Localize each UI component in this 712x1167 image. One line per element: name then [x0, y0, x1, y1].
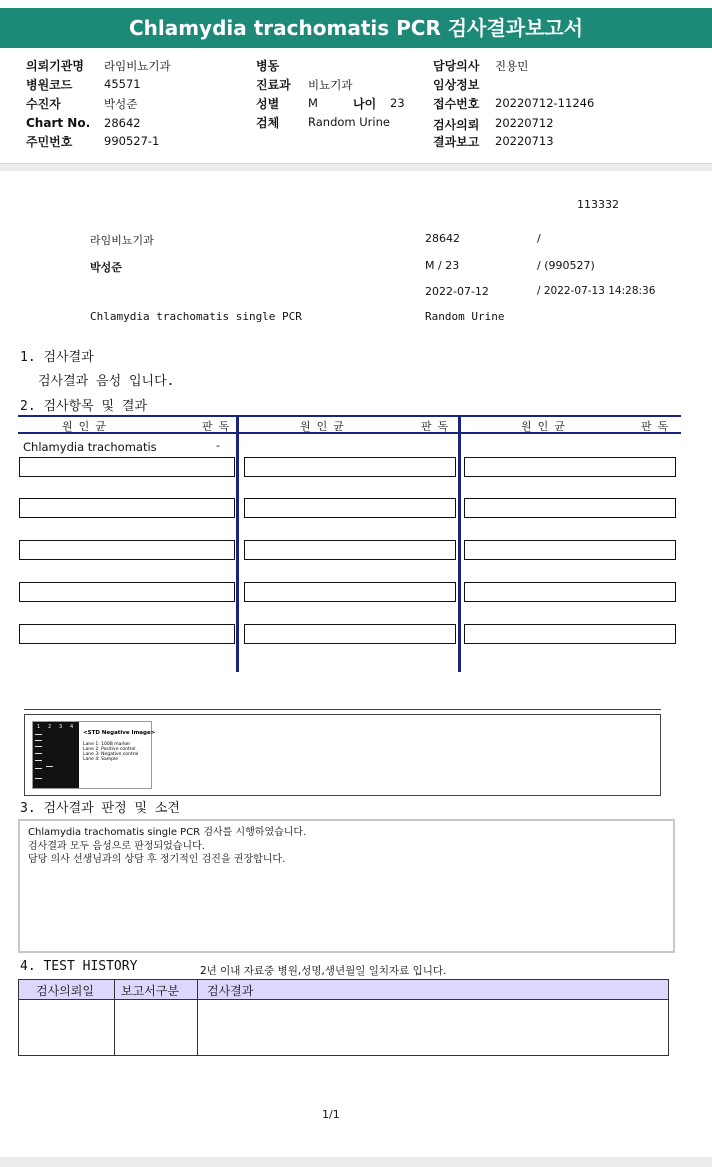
- opinion-box: [18, 819, 675, 953]
- section4-note: 2년 이내 자료중 병원,성명,생년월일 일치자료 입니다.: [200, 965, 447, 977]
- request-date-label: 검사의뢰: [433, 118, 480, 132]
- gel-electrophoresis-image: [32, 721, 156, 789]
- gel-image-frame: [24, 714, 661, 796]
- report-date-value: 20220713: [495, 134, 554, 148]
- opinion-line: 담당 의사 선생님과의 상담 후 정기적인 검진을 권장합니다.: [28, 854, 286, 865]
- result-table-divider-1: [236, 415, 239, 672]
- report-birth: / (990527): [537, 259, 595, 272]
- report-request-date: 2022-07-12: [425, 285, 489, 298]
- report-date-label: 결과보고: [433, 135, 480, 149]
- gel-lane-number: 1: [37, 724, 41, 730]
- gel-band: [35, 740, 42, 741]
- history-col-divider: [114, 980, 115, 1055]
- chart-no-label: Chart No.: [26, 116, 91, 130]
- col-judgement-1: 판독: [202, 420, 236, 433]
- section3-title: 3. 검사결과 판정 및 소견: [20, 801, 180, 816]
- department-label: 진료과: [256, 78, 291, 92]
- gel-legend-item: Lane 3: Negative control: [83, 752, 139, 757]
- result-row-box: [464, 457, 676, 477]
- gel-band: [35, 778, 42, 779]
- gel-band: [35, 760, 42, 761]
- history-col-report-type: 보고서구분: [121, 984, 179, 998]
- specimen-label: 검체: [256, 116, 280, 130]
- result-row-box: [464, 582, 676, 602]
- report-sex-age: M / 23: [425, 259, 460, 272]
- header-separator: [0, 163, 712, 171]
- result-row-box: [19, 582, 235, 602]
- test-history-header: [19, 980, 668, 1000]
- ward-label: 병동: [256, 59, 280, 73]
- sex-value: M: [308, 96, 318, 110]
- page-number: 1/1: [322, 1108, 340, 1121]
- report-title: Chlamydia trachomatis PCR 검사결과보고서: [0, 8, 712, 48]
- report-datetime: / 2022-07-13 14:28:36: [537, 285, 656, 297]
- result-table-divider-2: [458, 415, 461, 672]
- specimen-value: Random Urine: [308, 115, 390, 129]
- gel-dark-area: [33, 722, 79, 788]
- test-history-table: [18, 979, 669, 1056]
- receipt-no-value: 20220712-11246: [495, 96, 595, 110]
- gel-band: [35, 746, 42, 747]
- gel-legend-item: Lane 1: 100B marker: [83, 742, 131, 747]
- chart-no-value: 28642: [104, 116, 141, 130]
- sex-label: 성별: [256, 97, 280, 111]
- gel-lane-number: 2: [48, 724, 52, 730]
- result-row-box: [19, 498, 235, 518]
- result-row-box: [464, 540, 676, 560]
- gel-band: [35, 734, 42, 735]
- result-pathogen: Chlamydia trachomatis: [23, 440, 157, 454]
- result-row-box: [19, 540, 235, 560]
- footer-band: [0, 1157, 712, 1167]
- resident-no-label: 주민번호: [26, 135, 73, 149]
- report-serial: 113332: [577, 198, 619, 211]
- result-row-box: [244, 624, 456, 644]
- doctor-label: 담당의사: [433, 59, 480, 73]
- receipt-no-label: 접수번호: [433, 97, 480, 111]
- result-row-box: [244, 582, 456, 602]
- opinion-line: 검사결과 모두 음성으로 판정되었습니다.: [28, 840, 205, 852]
- col-pathogen-1: 원인균: [62, 420, 112, 433]
- opinion-line: Chlamydia trachomatis single PCR 검사를 시행하였습니다.: [28, 827, 307, 838]
- report-chart-no: 28642: [425, 232, 460, 245]
- requesting-org-label: 의뢰기관명: [26, 59, 84, 73]
- gel-top-rule: [24, 709, 661, 710]
- result-row-box: [244, 457, 456, 477]
- clinical-info-label: 임상정보: [433, 78, 480, 92]
- request-date-value: 20220712: [495, 116, 554, 130]
- history-col-result: 검사결과: [207, 984, 254, 998]
- result-row-box: [19, 624, 235, 644]
- gel-lane-number: 3: [59, 724, 63, 730]
- result-row-box: [464, 498, 676, 518]
- report-specimen: Random Urine: [425, 310, 505, 323]
- col-judgement-2: 판독: [421, 420, 455, 433]
- result-row-box: [464, 624, 676, 644]
- section2-title: 2. 검사항목 및 결과: [20, 399, 148, 414]
- examinee-value: 박성준: [104, 97, 138, 111]
- gel-caption: <STD Negative Image>: [83, 730, 156, 736]
- result-table-top-border: [18, 415, 681, 417]
- section1-title: 1. 검사결과: [20, 350, 94, 365]
- resident-no-value: 990527-1: [104, 134, 160, 148]
- department-value: 비뇨기과: [308, 78, 353, 92]
- history-col-divider: [197, 980, 198, 1055]
- gel-band: [35, 753, 42, 754]
- section4-title: 4. TEST HISTORY: [20, 959, 138, 974]
- doctor-value: 진용민: [495, 59, 529, 73]
- col-pathogen-2: 원인균: [300, 420, 350, 433]
- col-pathogen-3: 원인균: [521, 420, 571, 433]
- age-value: 23: [390, 96, 405, 110]
- age-label: 나이: [353, 97, 377, 111]
- hospital-code-label: 병원코드: [26, 78, 73, 92]
- result-row-box: [244, 540, 456, 560]
- col-judgement-3: 판독: [641, 420, 675, 433]
- gel-legend-item: Lane 4: Sample: [83, 757, 118, 762]
- report-patient: 박성준: [90, 261, 122, 274]
- section1-result: 검사결과 음성 입니다.: [38, 374, 175, 389]
- gel-band: [35, 768, 42, 769]
- history-col-request-date: 검사의뢰일: [36, 984, 94, 998]
- examinee-label: 수진자: [26, 97, 61, 111]
- gel-band: [46, 766, 53, 767]
- report-clinic: 라임비뇨기과: [90, 234, 154, 247]
- result-judgement: -: [216, 439, 220, 452]
- gel-legend-item: Lane 2: Positive control: [83, 747, 136, 752]
- result-row-box: [19, 457, 235, 477]
- hospital-code-value: 45571: [104, 77, 141, 91]
- result-row-box: [244, 498, 456, 518]
- gel-lane-number: 4: [70, 724, 74, 730]
- requesting-org-value: 라임비뇨기과: [104, 59, 171, 73]
- report-test-name: Chlamydia trachomatis single PCR: [90, 310, 302, 323]
- report-slash: /: [537, 232, 541, 245]
